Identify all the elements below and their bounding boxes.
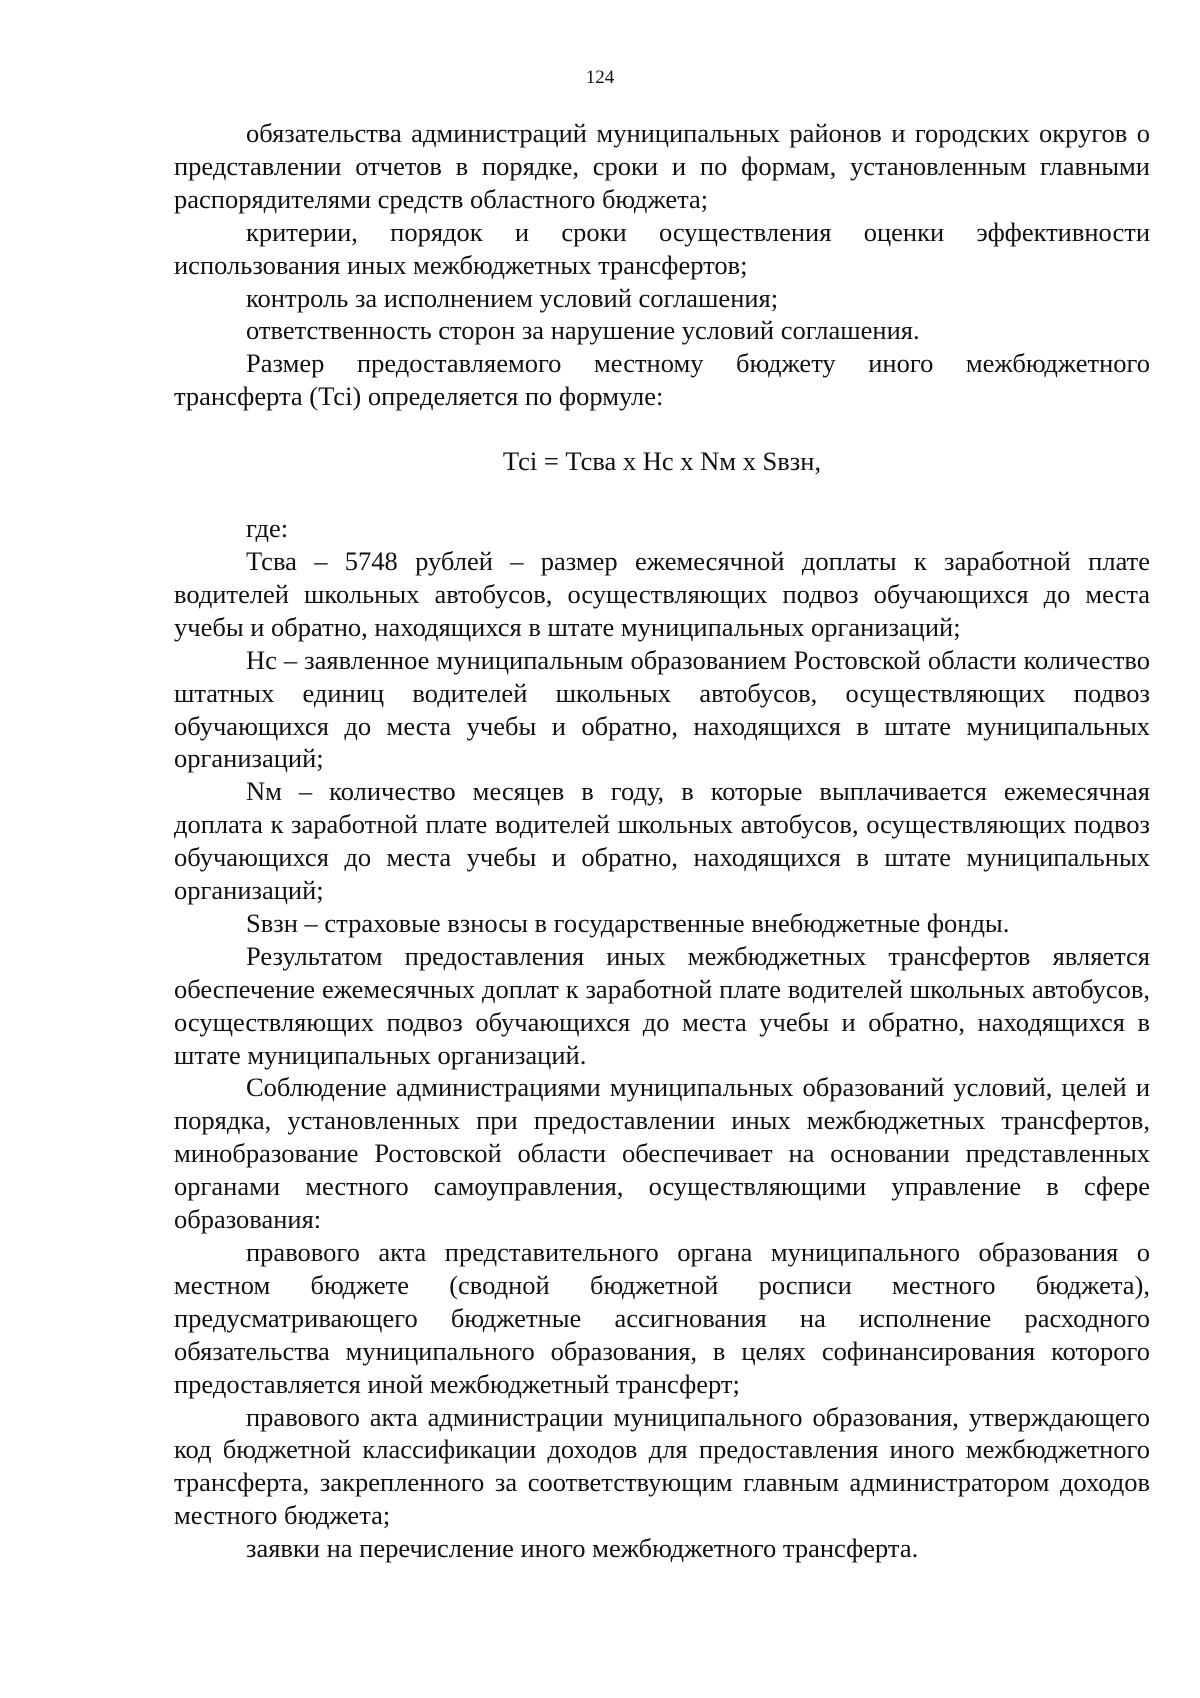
paragraph-compliance: Соблюдение администрациями муниципальных образований условий, целей и порядка, установленных при предоставлении иных межбюджетных трансфертов, минобразование Ростовской области обеспечивает на основании представленных органами местного самоуправления, осуществляющими управление в сфере образования: xyxy=(174,1072,1150,1235)
page-number: 124 xyxy=(585,67,615,88)
paragraph-transfer-request: заявки на перечисление иного межбюджетного трансферта. xyxy=(246,1533,919,1564)
paragraph-ns-definition: Нс – заявленное муниципальным образованием Ростовской области количество штатных единиц водителей школьных автобусов, осуществляющих подвоз обучающихся до места учебы и обратно, находящихся в штате муниципальных организаций; xyxy=(174,644,1150,774)
paragraph-result: Результатом предоставления иных межбюджетных трансфертов является обеспечение ежемесячных доплат к заработной плате водителей школьных автобусов, осуществляющих подвоз обучающихся до места учебы и обратно, находящихся в штате муниципальных организаций. xyxy=(174,940,1150,1070)
paragraph-responsibility: ответственность сторон за нарушение условий соглашения. xyxy=(246,315,920,346)
paragraph-legal-act-budget: правового акта представительного органа муниципального образования о местном бюджете (сводной бюджетной росписи местного бюджета), предусматривающего бюджетные ассигнования на исполнение расходного обязательства муниципального образования, в целях софинансирования которого предоставляется иной межбюджетный трансферт; xyxy=(174,1237,1150,1399)
paragraph-tsva-definition: Тсва – 5748 рублей – размер ежемесячной доплаты к заработной плате водителей школьных автобусов, осуществляющих подвоз обучающихся до места учебы и обратно, находящихся в штате муниципальных организаций; xyxy=(174,545,1150,642)
paragraph-legal-act-administration: правового акта администрации муниципального образования, утверждающего код бюджетной классификации доходов для предоставления иного межбюджетного трансферта, закрепленного за соответствующим главным администратором доходов местного бюджета; xyxy=(174,1401,1150,1531)
paragraph-reporting-obligations: обязательства администраций муниципальных районов и городских округов о представлении отчетов в порядке, сроки и по формам, установленным главными распорядителями средств областного бюджета; xyxy=(174,118,1150,214)
paragraph-transfer-size: Размер предоставляемого местному бюджету иного межбюджетного трансферта (Тсi) определяется по формуле: xyxy=(174,348,1150,412)
paragraph-nm-definition: Nм – количество месяцев в году, в которые выплачивается ежемесячная доплата к заработной плате водителей школьных автобусов, осуществляющих подвоз обучающихся до места учебы и обратно, находящихся в штате муниципальных организаций; xyxy=(174,776,1150,906)
paragraph-svzn-definition: Sвзн – страховые взносы в государственные внебюджетные фонды. xyxy=(246,907,1010,938)
paragraph-where: где: xyxy=(246,513,289,544)
formula: Тсi = Тсва х Нс х Nм х Sвзн, xyxy=(502,446,822,477)
paragraph-control: контроль за исполнением условий соглашения; xyxy=(246,282,779,313)
paragraph-evaluation-criteria: критерии, порядок и сроки осуществления оценки эффективности использования иных межбюджетных трансфертов; xyxy=(174,216,1150,280)
document-body xyxy=(174,117,1150,1565)
